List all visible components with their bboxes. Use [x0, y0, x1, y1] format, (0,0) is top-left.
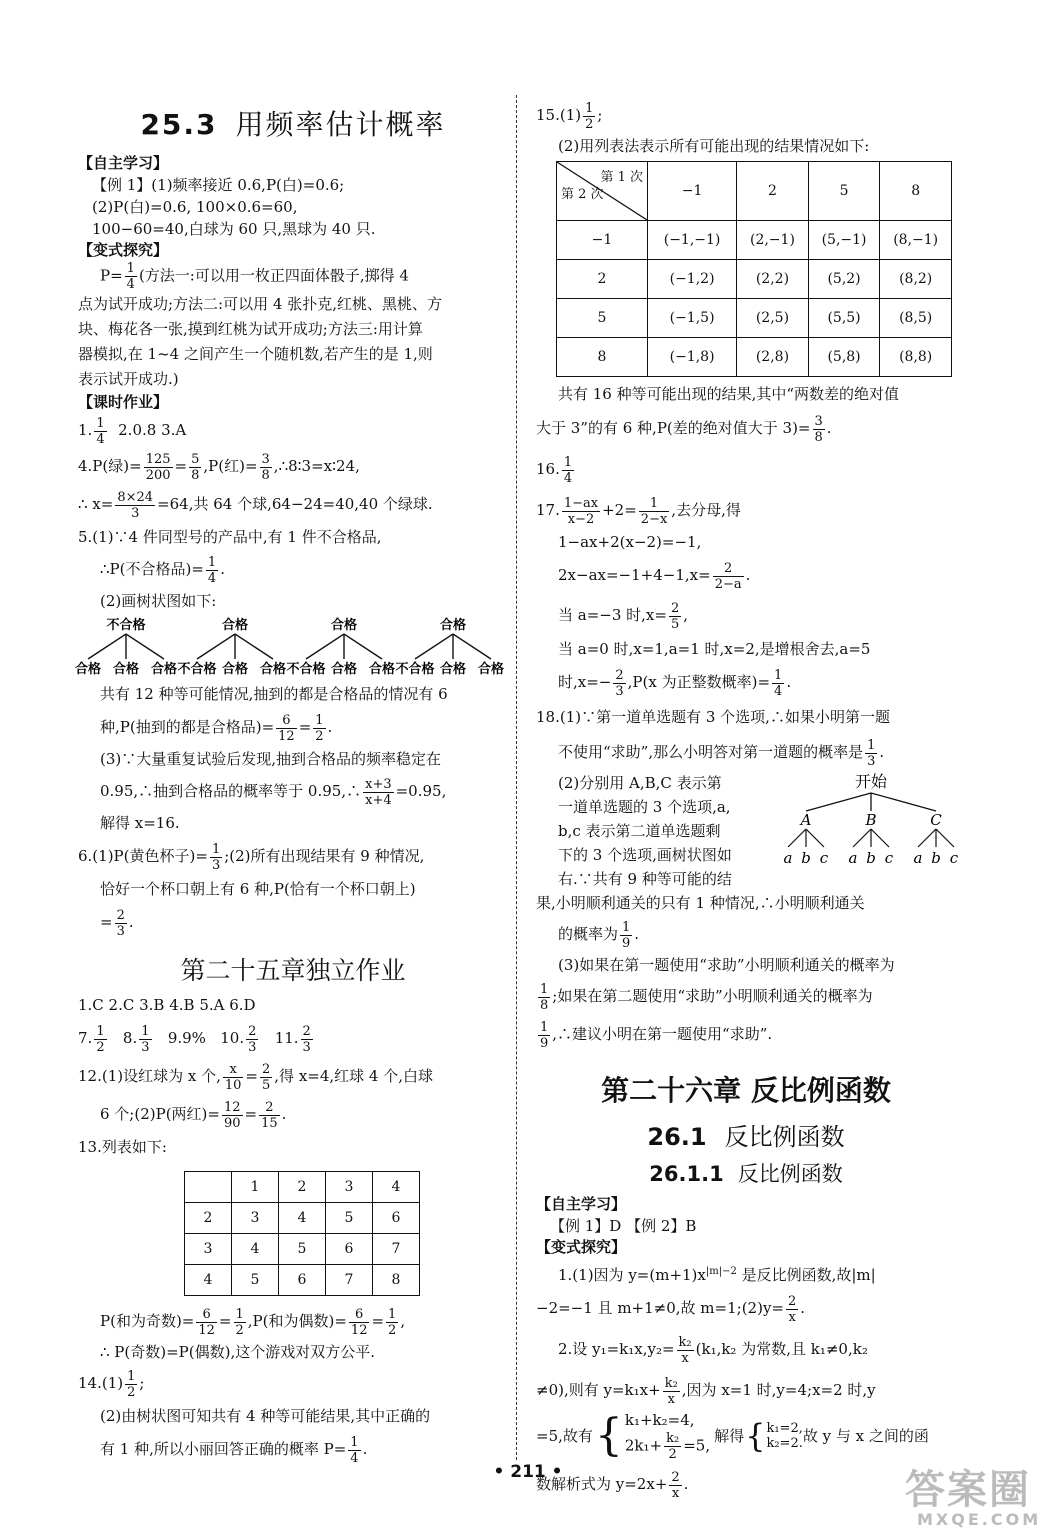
table-cell: (−1,2): [648, 260, 737, 299]
answer-5: ∴P(不合格品)= $\frac{1}{4}$ .: [100, 554, 225, 586]
table-row: [185, 1265, 420, 1296]
tree-mid-label: A: [800, 811, 812, 829]
tree-root-label: 合格: [221, 618, 249, 633]
tree-leaf-label: 合格: [74, 662, 102, 677]
answer-4: ∴ x= $\frac{8\times 24}{3}$ =64,共 64 个球,64−24=40,40 个绿球.: [78, 489, 433, 521]
variant-1: −2=−1 且 m+1≠0,故 m=1;(2)y= $\frac{2}{x}$ .: [536, 1293, 806, 1325]
tree-leaf-label: b: [801, 849, 811, 867]
answer-5: 共有 12 种等可能情况,抽到的都是合格品的情况有 6: [100, 685, 448, 703]
variant-line: 表示试开成功.): [78, 370, 179, 388]
table-header-diagonal: 第 1 次 第 2 次: [557, 162, 648, 221]
tree-leaf-label: a: [783, 849, 793, 867]
table-cell: [185, 1172, 232, 1203]
tree-branch: [788, 829, 806, 847]
work-answer-14: 有 1 种,所以小丽回答正确的概率 P= $\frac{1}{4}$ .: [100, 1434, 368, 1466]
answer-5: 5.(1)∵4 件同型号的产品中,有 1 件不合格品,: [78, 528, 382, 546]
tag-variant: 【变式探究】: [536, 1238, 627, 1256]
table-row-header: −1: [557, 221, 648, 260]
table-cell: 2: [279, 1172, 326, 1203]
answer-18: 果,小明顺利通关的只有 1 种情况,∴小明顺利通关: [536, 894, 865, 912]
work-answer-12: 12.(1)设红球为 x 个, $\frac{x}{10}$ = $\frac{2}{5}$ ,得 x=4,红球 4 个,白球: [78, 1061, 434, 1093]
answer-17: 当 a=0 时,x=1,a=1 时,x=2,是增根舍去,a=5: [558, 640, 871, 658]
table-col-header: 8: [880, 162, 952, 221]
tree-leaf-label: 不合格: [286, 662, 326, 677]
answer-18: (3)如果在第一题使用“求助”小明顺利通关的概率为: [558, 956, 895, 974]
table-row: [557, 260, 952, 299]
tree-branch: [918, 829, 936, 847]
table-row: [557, 338, 952, 377]
table-cell: 6: [373, 1203, 420, 1234]
variant-2: ≠0),则有 y=k₁x+ $\frac{\text{k₂}}{x}$ ,因为 x=1 时,y=4;x=2 时,y: [536, 1375, 876, 1407]
fraction: $\frac{1}{4}$: [126, 261, 135, 292]
tree-mid-label: B: [865, 811, 877, 829]
chapter-26-title: 第二十六章 反比例函数: [601, 1074, 891, 1107]
answer-5: (2)画树状图如下:: [100, 592, 217, 610]
table-cell: 5: [326, 1203, 373, 1234]
variant-line: 点为试开成功;方法二:可以用 4 张扑克,红桃、黑桃、方: [78, 295, 442, 313]
table-cell: 3: [185, 1234, 232, 1265]
tree-branch: [306, 634, 344, 659]
tree-leaf-label: 合格: [221, 662, 249, 677]
work-answers-1-6: 1.C 2.C 3.B 4.B 5.A 6.D: [78, 996, 256, 1014]
tree-root-label: 开始: [854, 772, 888, 791]
tree-branch: [415, 634, 453, 659]
tree-leaf-label: 不合格: [177, 662, 217, 677]
tag-variant: 【变式探究】: [78, 241, 169, 259]
answer-18-block: (2)分别用 A,B,C 表示第 一道单选题的 3 个选项,a, b,c 表示第二道单选题剩 下的 3 个选项,画树状图如 右.∵共有 9 种等可能的结 开始 A a b c B a b c C a b c: [558, 772, 959, 888]
table-cell: (8,8): [880, 338, 952, 377]
table-row: [557, 299, 952, 338]
answer-17: 17. $\frac{1-ax}{x-2}$ +2= $\frac{1}{2-x}$ ,去分母,得: [536, 495, 741, 527]
tree-branch: [344, 634, 382, 659]
answer-16: 16. $\frac{1}{4}$: [536, 454, 573, 486]
answer-6: 6.(1)P(黄色杯子)= $\frac{1}{3}$ ;(2)所有出现结果有 9 种情况,: [78, 841, 425, 873]
work-answer-14: (2)由树状图可知共有 4 种等可能结果,其中正确的: [100, 1407, 431, 1425]
tree-leaf-label: 合格: [439, 662, 467, 677]
table-row-header: 2: [557, 260, 648, 299]
example-1-line: 【例 1】(1)频率接近 0.6,P(白)=0.6;: [92, 176, 345, 194]
variant-line: P= $\frac{1}{4}$ (方法一:可以用一枚正四面体骰子,掷得 4: [100, 261, 409, 292]
tree-leaf-label: a: [848, 849, 858, 867]
section-26-1-1-title: 26.1.1 反比例函数: [649, 1162, 843, 1186]
right-column: [536, 95, 959, 1506]
table-row: [185, 1172, 420, 1203]
answer-17: 当 a=−3 时,x= $\frac{2}{5}$ ,: [558, 600, 689, 632]
column-divider: [516, 95, 517, 1460]
left-column: [74, 95, 508, 1468]
tree-leaf-label: 合格: [477, 662, 505, 677]
tree-branch: [936, 829, 954, 847]
tree-root-label: 合格: [439, 618, 467, 633]
result-table: [556, 161, 952, 377]
work-answer-12: 6 个;(2)P(两红)= $\frac{12}{90}$ = $\frac{2}{15}$ .: [100, 1099, 287, 1131]
table-cell: 8: [373, 1265, 420, 1296]
table-cell: 5: [279, 1234, 326, 1265]
variant-line: 块、梅花各一张,摸到红桃为试开成功;方法三:用计算: [78, 320, 423, 338]
answer-6: 恰好一个杯口朝上有 6 种,P(恰有一个杯口朝上): [100, 880, 416, 898]
page-number: • 211 •: [493, 1462, 563, 1482]
table-cell: 5: [232, 1265, 279, 1296]
table-cell: (8,2): [880, 260, 952, 299]
table-cell: (2,8): [737, 338, 809, 377]
tree-branch: [806, 829, 824, 847]
table-cell: 2: [185, 1203, 232, 1234]
tree-leaf-label: b: [866, 849, 876, 867]
tree-leaf-label: 合格: [368, 662, 396, 677]
table-cell: (−1,−1): [648, 221, 737, 260]
table-cell: 6: [326, 1234, 373, 1265]
table-col-header: −1: [648, 162, 737, 221]
table-col-header: 5: [808, 162, 880, 221]
table-cell: (5,8): [808, 338, 880, 377]
tree-leaf-label: 合格: [150, 662, 178, 677]
answer-17: 时,x=− $\frac{2}{3}$ ,P(x 为正整数概率)= $\frac{1}{4}$ .: [558, 667, 792, 699]
answer-18: $\frac{1}{8}$ ;如果在第二题使用“求助”小明顺利通关的概率为: [540, 981, 873, 1013]
table-col-header: 2: [737, 162, 809, 221]
section-26-1-title: 26.1 反比例函数: [647, 1123, 845, 1151]
answer-18: $\frac{1}{9}$ ,∴建议小明在第一题使用“求助”.: [540, 1019, 773, 1051]
work-answer-14: 14.(1) $\frac{1}{2}$ ;: [78, 1368, 145, 1400]
table-cell: (2,2): [737, 260, 809, 299]
variant-2: 数解析式为 y=2x+ $\frac{2}{x}$ .: [536, 1469, 689, 1501]
example-1-line: (2)P(白)=0.6, 100×0.6=60,: [92, 198, 298, 216]
table-cell: (5,5): [808, 299, 880, 338]
variant-2-system: =5,故有 { k₁+k₂=4, 2k₁+ $\frac{\text{k₂}}{2}$ =5, 解得 { k₁=2, k₂=2. 故 y 与 x 之间的函: [536, 1409, 929, 1462]
table-cell: 7: [326, 1265, 373, 1296]
table-cell: 3: [232, 1203, 279, 1234]
tree-branch: [453, 634, 491, 659]
tree-leaf-label: 合格: [112, 662, 140, 677]
table-cell: (5,2): [808, 260, 880, 299]
tag-self-study: 【自主学习】: [536, 1195, 627, 1213]
tree-branch: [806, 793, 871, 811]
answer-17: 2x−ax=−1+4−1,x= $\frac{2}{2-a}$ .: [558, 560, 751, 592]
examples-line: 【例 1】D 【例 2】B: [550, 1217, 697, 1235]
table-cell: 4: [185, 1265, 232, 1296]
answer-1-3: 1. $\frac{1}{4}$ 2.0.8 3.A: [78, 415, 187, 447]
answer-15: 大于 3”的有 6 种,P(差的绝对值大于 3)= $\frac{3}{8}$ .: [536, 413, 832, 445]
chapter-25-work-title: 第二十五章独立作业: [180, 956, 406, 985]
answer-15: (2)用列表法表示所有可能出现的结果情况如下:: [558, 137, 870, 155]
table-cell: (−1,8): [648, 338, 737, 377]
table-cell: 4: [232, 1234, 279, 1265]
tag-homework: 【课时作业】: [78, 393, 169, 411]
answer-5: 0.95,∴抽到合格品的概率等于 0.95,∴ $\frac{x+3}{x+4}$ =0.95,: [100, 776, 447, 808]
answer-5: 种,P(抽到的都是合格品)= $\frac{6}{12}$ = $\frac{1}{2}$ .: [100, 712, 333, 744]
answer-18: 不使用“求助”,那么小明答对第一道题的概率是 $\frac{1}{3}$ .: [558, 737, 885, 769]
work-answers-7-11: 7. $\frac{1}{2}$ 8. $\frac{1}{3}$ 9.9% 10. $\frac{2}{3}$ 11. $\frac{2}{3}$: [78, 1023, 311, 1055]
variant-2: 2.设 y₁=k₁x,y₂= $\frac{\text{k₂}}{x}$ (k₁,k₂ 为常数,且 k₁≠0,k₂: [558, 1334, 868, 1366]
table-cell: 1: [232, 1172, 279, 1203]
work-answer-13: ∴ P(奇数)=P(偶数),这个游戏对双方公平.: [100, 1343, 376, 1361]
answer-5: (3)∵大量重复试验后发现,抽到合格品的频率稳定在: [100, 750, 442, 768]
answer-6: = $\frac{2}{3}$ .: [100, 907, 134, 939]
variant-1: 1.(1)因为 $y=(m+1)x^{|m|-2}$ 是反比例函数,故|m|: [558, 1266, 876, 1284]
tree-leaf-label: 合格: [330, 662, 358, 677]
table-cell: 7: [373, 1234, 420, 1265]
table-cell: 3: [326, 1172, 373, 1203]
tree-diagram-questions: [783, 771, 959, 881]
table-row: [185, 1234, 420, 1265]
tree-branch: [126, 634, 164, 659]
table-cell: (−1,5): [648, 299, 737, 338]
tree-leaf-label: c: [819, 849, 829, 867]
answer-15: 共有 16 种等可能出现的结果,其中“两数差的绝对值: [558, 385, 900, 403]
tree-branch: [197, 634, 235, 659]
table-cell: (8,5): [880, 299, 952, 338]
example-1-line: 100−60=40,白球为 60 只,黑球为 40 只.: [92, 220, 376, 238]
tree-diagram-products: [72, 615, 508, 679]
tree-leaf-label: 合格: [259, 662, 287, 677]
tag-self-study: 【自主学习】: [78, 154, 169, 172]
answer-17: 1−ax+2(x−2)=−1,: [558, 533, 702, 551]
answer-4: 4.P(绿)= $\frac{125}{200}$ = $\frac{5}{8}$ ,P(红)= $\frac{3}{8}$ ,∴8∶3=x∶24,: [78, 451, 360, 483]
table-cell: 4: [373, 1172, 420, 1203]
tree-leaf-label: c: [884, 849, 894, 867]
table-cell: 6: [279, 1265, 326, 1296]
answer-18: 的概率为 $\frac{1}{9}$ .: [558, 919, 640, 951]
table-row-header: 8: [557, 338, 648, 377]
table-row: [557, 221, 952, 260]
table-cell: (5,−1): [808, 221, 880, 260]
answer-15: 15.(1) $\frac{1}{2}$ ;: [536, 100, 603, 132]
tree-branch: [235, 634, 273, 659]
tree-mid-label: C: [930, 811, 942, 829]
tree-branch: [871, 829, 889, 847]
table-row-header: 5: [557, 299, 648, 338]
table-cell: 4: [279, 1203, 326, 1234]
answer-5: 解得 x=16.: [100, 814, 180, 832]
tree-branch: [853, 829, 871, 847]
tree-leaf-label: 不合格: [395, 662, 435, 677]
tree-root-label: 合格: [330, 618, 358, 633]
tree-root-label: 不合格: [106, 618, 146, 633]
section-title-25-3: 25.3 用频率估计概率: [140, 108, 446, 141]
table-row: [185, 1203, 420, 1234]
table-cell: (2,−1): [737, 221, 809, 260]
work-answer-13: 13.列表如下:: [78, 1138, 167, 1156]
variant-line: 器模拟,在 1~4 之间产生一个随机数,若产生的是 1,则: [78, 345, 433, 363]
work-answer-13: P(和为奇数)= $\frac{6}{12}$ = $\frac{1}{2}$ ,P(和为偶数)= $\frac{6}{12}$ = $\frac{1}{2}$ ,: [100, 1306, 406, 1338]
tree-leaf-label: b: [931, 849, 941, 867]
answer-18: 18.(1)∵第一道单选题有 3 个选项,∴如果小明第一题: [536, 708, 890, 726]
table-cell: (8,−1): [880, 221, 952, 260]
table-cell: (2,5): [737, 299, 809, 338]
tree-branch: [871, 793, 936, 811]
watermark-logo: 答案圈 MXQE.COM: [905, 1467, 1042, 1529]
tree-branch: [88, 634, 126, 659]
sum-table: [184, 1171, 420, 1296]
tree-leaf-label: a: [913, 849, 923, 867]
tree-leaf-label: c: [949, 849, 959, 867]
